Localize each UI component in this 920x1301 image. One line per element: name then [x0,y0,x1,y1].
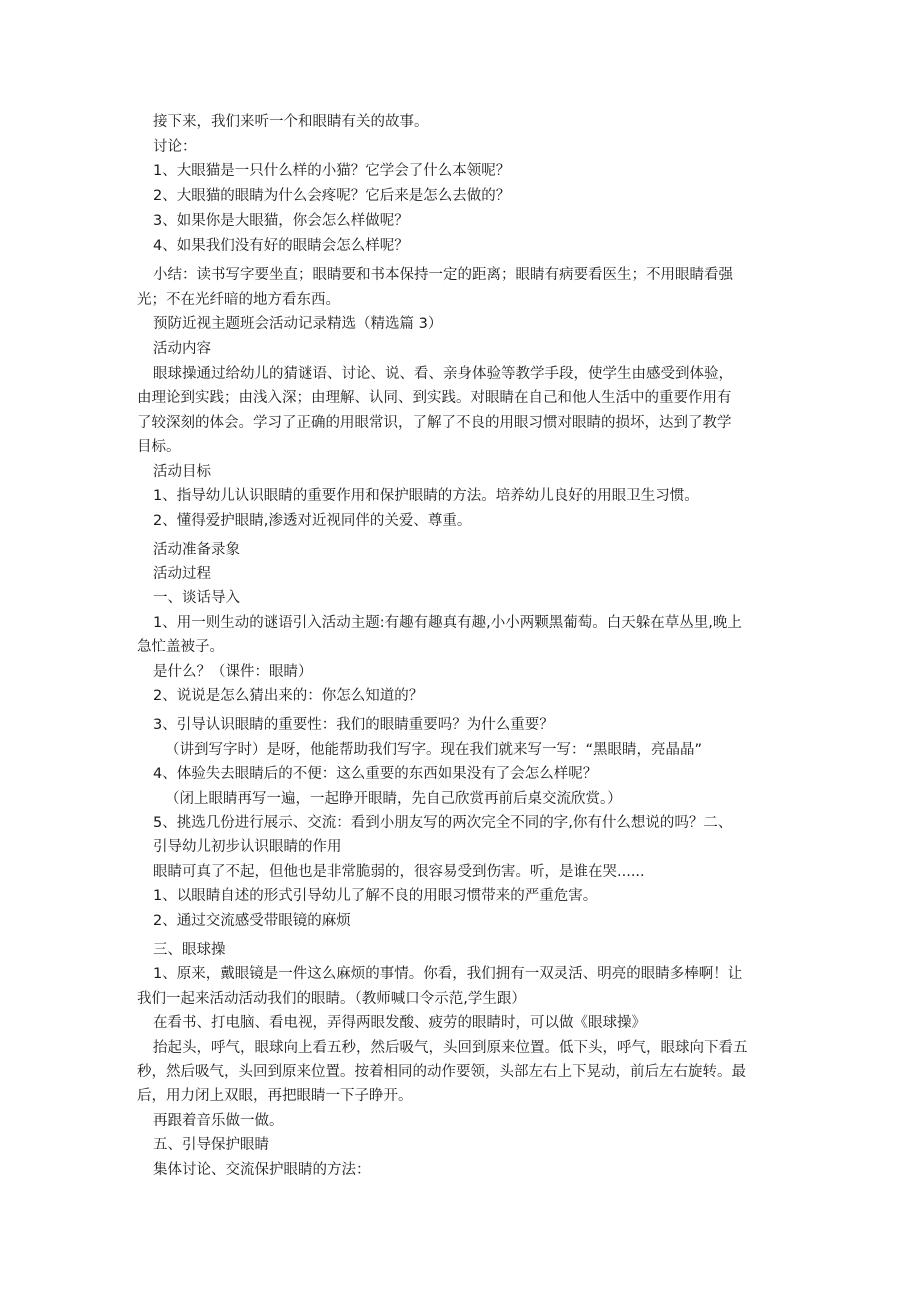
text-line: 集体讨论、交流保护眼睛的方法： [153,1162,371,1178]
text-line: 目标。 [137,439,181,455]
text-line: 2、说说是怎么猜出来的：你怎么知道的？ [153,688,424,704]
text-line: 3、引导认识眼睛的重要性：我们的眼睛重要吗？为什么重要？ [153,717,554,733]
text-line: 1、用一则生动的谜语引入活动主题:有趣有趣真有趣,小小两颗黑葡萄。白天躲在草丛里,晚上 [153,615,742,631]
text-line: 小结：读书写字要坐直；眼睛要和书本保持一定的距离；眼睛有病要看医生；不用眼睛看强 [153,267,733,283]
text-line: 急忙盖被子。 [137,639,224,655]
text-line: 2、通过交流感受带眼镜的麻烦 [153,913,351,929]
text-line: 2、懂得爱护眼睛,渗透对近视同伴的关爱、尊重。 [153,513,472,529]
text-line: 光；不在光纤暗的地方看东西。 [137,292,340,308]
heading: 活动目标 [153,464,211,480]
text-line: 后，用力闭上双眼，再把眼睛一下子睁开。 [137,1088,413,1104]
text-line: 4、如果我们没有好的眼睛会怎么样呢？ [153,238,409,254]
text-line: 眼球操通过给幼儿的猜谜语、讨论、说、看、亲身体验等教学手段，使学生由感受到体验， [153,366,733,382]
section-title: 预防近视主题班会活动记录精选（精选篇 3） [153,316,443,332]
heading: 一、谈话导入 [153,590,240,606]
text-line: 抬起头，呼气，眼球向上看五秒，然后吸气，头回到原来位置。低下头，呼气，眼球向下看五 [153,1040,748,1056]
heading: 活动过程 [153,566,211,582]
heading: 三、眼球操 [153,942,226,958]
text-line: 3、如果你是大眼猫，你会怎么样做呢？ [153,213,409,229]
text-line: 讨论： [153,139,197,155]
heading: 五、引导保护眼睛 [153,1137,269,1153]
heading: 活动内容 [153,341,211,357]
text-line: 眼睛可真了不起，但他也是非常脆弱的，很容易受到伤害。听，是谁在哭...... [153,864,645,880]
heading: 活动准备录象 [153,542,240,558]
text-line: 接下来，我们来听一个和眼睛有关的故事。 [153,114,429,130]
text-line: 我们一起来活动活动我们的眼睛。（教师喊口令示范,学生跟） [137,991,526,1007]
text-line: （闭上眼睛再写一遍，一起睁开眼睛，先自己欣赏再前后桌交流欣赏。） [165,791,622,807]
text-line: 秒，然后吸气，头回到原来位置。按着相同的动作要领，头部左右上下晃动，前后左右旋转。最 [137,1064,746,1080]
text-line: 5、挑选几份进行展示、交流：看到小朋友写的两次完全不同的字,你有什么想说的吗？二、 [153,815,733,831]
text-line: 引导幼儿初步认识眼睛的作用 [153,839,342,855]
text-line: 了较深刻的体会。学习了正确的用眼常识，了解了不良的用眼习惯对眼睛的损坏，达到了教学 [137,415,732,431]
text-line: 再跟着音乐做一做。 [153,1113,284,1129]
text-line: 1、大眼猫是一只什么样的小猫？它学会了什么本领呢？ [153,163,511,179]
text-line: 是什么？（课件：眼睛） [153,664,313,680]
text-line: 由理论到实践；由浅入深；由理解、认同、到实践。对眼睛在自己和他人生活中的重要作用有 [137,390,732,406]
text-line: 2、大眼猫的眼睛为什么会疼呢？它后来是怎么去做的？ [153,188,511,204]
text-line: 1、指导幼儿认识眼睛的重要作用和保护眼睛的方法。培养幼儿良好的用眼卫生习惯。 [153,488,699,504]
text-line: 1、原来，戴眼镜是一件这么麻烦的事情。你看，我们拥有一双灵活、明亮的眼睛多棒啊！让 [153,966,743,982]
text-line: 在看书、打电脑、看电视，弄得两眼发酸、疲劳的眼睛时，可以做《眼球操》 [153,1015,646,1031]
text-line: 1、以眼睛自述的形式引导幼儿了解不良的用眼习惯带来的严重危害。 [153,888,598,904]
text-line: 4、体验失去眼睛后的不便：这么重要的东西如果没有了会怎么样呢？ [153,766,598,782]
text-line: （讲到写字时）是呀，他能帮助我们写字。现在我们就来写一写：“黑眼睛，亮晶晶” [165,742,703,758]
